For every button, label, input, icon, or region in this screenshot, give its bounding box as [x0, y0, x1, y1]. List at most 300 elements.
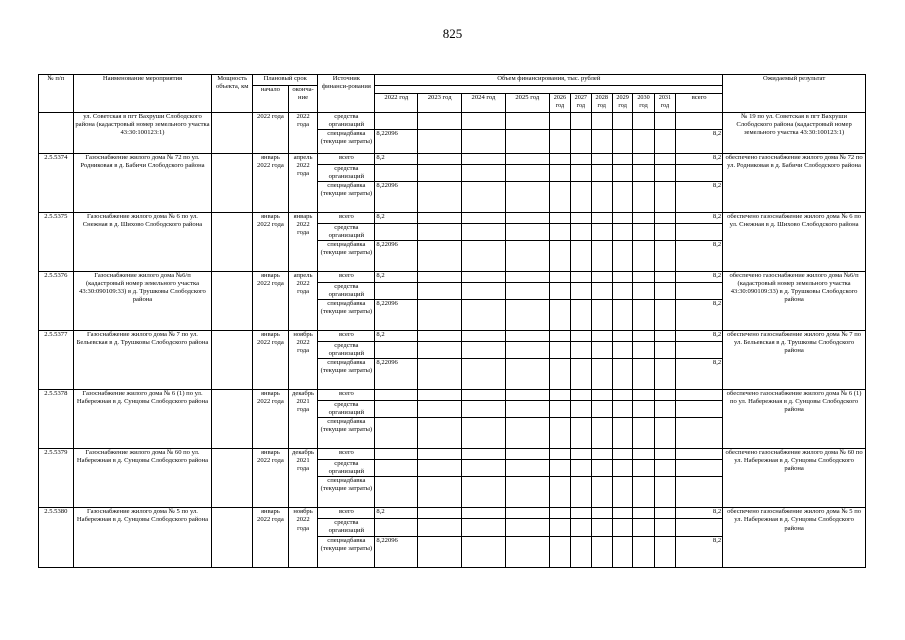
value-cell [418, 154, 462, 165]
value-cell [654, 130, 675, 154]
value-cell [571, 300, 591, 331]
value-cell [549, 508, 570, 519]
value-cell [549, 477, 570, 508]
value-cell [418, 460, 462, 477]
value-cell [505, 331, 549, 342]
entry-start: январь 2022 года [253, 272, 289, 331]
source-label: спецнадбавка (текущие затраты) [318, 182, 375, 213]
value-total: 8,2 [676, 508, 723, 519]
value-cell [654, 359, 675, 390]
header-plan-period: Плановый срок [253, 75, 318, 86]
header-name: Наименование мероприятия [73, 75, 212, 113]
value-cell [654, 182, 675, 213]
entry-name: Газоснабжение жилого дома № 7 по ул. Бельевская в д. Трушковы Слободского района [73, 331, 212, 390]
value-total: 8,2 [676, 300, 723, 331]
header-year: 2023 год [418, 94, 462, 113]
value-2022 [375, 390, 418, 401]
value-total: 8,2 [676, 536, 723, 567]
value-cell [654, 272, 675, 283]
value-cell [654, 401, 675, 418]
value-cell [418, 477, 462, 508]
value-2022: 8,22096 [375, 536, 418, 567]
value-cell [505, 477, 549, 508]
value-cell [612, 331, 632, 342]
source-label: средства организаций [318, 460, 375, 477]
value-cell [418, 113, 462, 130]
value-cell [418, 508, 462, 519]
value-2022: 8,22096 [375, 359, 418, 390]
value-cell [462, 449, 506, 460]
value-cell [591, 154, 612, 165]
header-end: оконча-ние [288, 86, 318, 113]
value-total [676, 401, 723, 418]
value-total [676, 519, 723, 536]
value-cell [633, 182, 654, 213]
value-total: 8,2 [676, 331, 723, 342]
value-cell [654, 283, 675, 300]
entry-end: декабрь 2021 года [288, 449, 318, 508]
value-cell [633, 300, 654, 331]
value-cell [654, 154, 675, 165]
value-cell [591, 536, 612, 567]
entry-start: январь 2022 года [253, 331, 289, 390]
value-cell [462, 359, 506, 390]
source-label: средства организаций [318, 342, 375, 359]
value-cell [505, 401, 549, 418]
source-label: средства организаций [318, 283, 375, 300]
entry-end: январь 2022 года [288, 213, 318, 272]
entry-number: 2.5.5375 [39, 213, 74, 272]
value-2022 [375, 283, 418, 300]
source-label: всего [318, 272, 375, 283]
value-cell [633, 477, 654, 508]
entry-capacity [212, 113, 253, 154]
value-cell [612, 342, 632, 359]
value-cell [633, 390, 654, 401]
value-cell [612, 154, 632, 165]
value-cell [612, 272, 632, 283]
value-cell [505, 224, 549, 241]
value-cell [591, 130, 612, 154]
value-2022: 8,22096 [375, 300, 418, 331]
value-cell [633, 283, 654, 300]
source-label: всего [318, 331, 375, 342]
value-cell [612, 390, 632, 401]
value-cell [571, 130, 591, 154]
value-cell [462, 519, 506, 536]
value-cell [591, 449, 612, 460]
entry-capacity [212, 390, 253, 449]
entry-number: 2.5.5377 [39, 331, 74, 390]
value-cell [654, 213, 675, 224]
value-cell [505, 213, 549, 224]
source-label: средства организаций [318, 401, 375, 418]
value-cell [549, 113, 570, 130]
value-2022: 8,2 [375, 331, 418, 342]
value-cell [591, 113, 612, 130]
value-2022: 8,2 [375, 272, 418, 283]
value-cell [418, 331, 462, 342]
value-cell [612, 130, 632, 154]
value-cell [654, 460, 675, 477]
entry-name: Газоснабжение жилого дома № 60 по ул. Набережная в д. Сунцовы Слободского района [73, 449, 212, 508]
value-total [676, 165, 723, 182]
entry-number [39, 113, 74, 154]
value-cell [571, 449, 591, 460]
value-cell [591, 213, 612, 224]
value-cell [549, 300, 570, 331]
value-cell [633, 519, 654, 536]
source-label: всего [318, 449, 375, 460]
value-cell [633, 213, 654, 224]
header-num: № п/п [39, 75, 74, 113]
value-cell [612, 401, 632, 418]
entry-number: 2.5.5376 [39, 272, 74, 331]
value-cell [654, 241, 675, 272]
page-number: 825 [442, 26, 463, 41]
value-cell [418, 165, 462, 182]
value-2022 [375, 460, 418, 477]
value-cell [633, 401, 654, 418]
value-cell [549, 130, 570, 154]
value-cell [549, 283, 570, 300]
value-cell [612, 418, 632, 449]
value-cell [462, 272, 506, 283]
value-cell [505, 418, 549, 449]
value-cell [591, 224, 612, 241]
value-cell [612, 113, 632, 130]
source-label: всего [318, 508, 375, 519]
value-cell [612, 449, 632, 460]
entry-name: Газоснабжение жилого дома №6/п (кадастровый номер земельного участка 43:30:090109:33) в д. Трушковы Слободского района [73, 272, 212, 331]
value-cell [571, 165, 591, 182]
entry-result: обеспечено газоснабжение жилого дома № 60 по ул. Набережная в д. Сунцовы Слободского района [723, 449, 866, 508]
value-cell [654, 508, 675, 519]
entry-start: январь 2022 года [253, 508, 289, 567]
entry-end: апрель 2022 года [288, 154, 318, 213]
value-2022: 8,22096 [375, 130, 418, 154]
source-label: всего [318, 154, 375, 165]
value-cell [505, 449, 549, 460]
value-2022: 8,2 [375, 213, 418, 224]
header-year: 2026 год [549, 94, 570, 113]
entry-start: январь 2022 года [253, 213, 289, 272]
table-header [39, 75, 866, 113]
value-total: 8,2 [676, 130, 723, 154]
entry-number: 2.5.5379 [39, 449, 74, 508]
value-cell [571, 213, 591, 224]
value-cell [571, 224, 591, 241]
value-cell [591, 182, 612, 213]
table-row [39, 331, 866, 342]
table-row [39, 272, 866, 283]
value-cell [418, 401, 462, 418]
source-label: средства организаций [318, 113, 375, 130]
value-cell [549, 241, 570, 272]
table-row [39, 154, 866, 165]
header-year: 2027 год [571, 94, 591, 113]
header-year: 2030 год [633, 94, 654, 113]
entry-name: Газоснабжение жилого дома № 6 по ул. Снежная в д. Шихово Слободского района [73, 213, 212, 272]
value-cell [418, 418, 462, 449]
value-cell [633, 418, 654, 449]
value-cell [549, 331, 570, 342]
header-start: начало [253, 86, 289, 113]
value-cell [462, 460, 506, 477]
value-total [676, 477, 723, 508]
value-cell [505, 508, 549, 519]
value-cell [462, 130, 506, 154]
value-cell [571, 460, 591, 477]
entry-capacity [212, 272, 253, 331]
value-cell [612, 460, 632, 477]
value-cell [654, 300, 675, 331]
entry-end: апрель 2022 года [288, 272, 318, 331]
value-cell [654, 113, 675, 130]
value-cell [612, 477, 632, 508]
header-year: 2024 год [462, 94, 506, 113]
value-cell [654, 390, 675, 401]
value-cell [612, 536, 632, 567]
value-2022 [375, 113, 418, 130]
entry-result: обеспечено газоснабжение жилого дома № 6 по ул. Снежная в д. Шихово Слободского района [723, 213, 866, 272]
entry-name: Газоснабжение жилого дома № 5 по ул. Набережная в д. Сунцовы Слободского района [73, 508, 212, 567]
value-cell [505, 359, 549, 390]
value-cell [612, 283, 632, 300]
header-year: 2025 год [505, 94, 549, 113]
value-cell [591, 241, 612, 272]
value-total: 8,2 [676, 272, 723, 283]
entry-number: 2.5.5380 [39, 508, 74, 567]
value-cell [571, 241, 591, 272]
table-row [39, 390, 866, 401]
value-cell [549, 460, 570, 477]
value-total [676, 283, 723, 300]
value-cell [549, 390, 570, 401]
entry-name: Газоснабжение жилого дома № 72 по ул. Родниковая в д. Бабичи Слободского района [73, 154, 212, 213]
value-cell [462, 113, 506, 130]
value-cell [462, 182, 506, 213]
value-cell [633, 241, 654, 272]
entry-end: 2022 года [288, 113, 318, 154]
header-year: 2022 год [375, 94, 418, 113]
value-cell [505, 342, 549, 359]
value-cell [505, 519, 549, 536]
value-cell [571, 519, 591, 536]
value-cell [462, 508, 506, 519]
value-2022: 8,22096 [375, 241, 418, 272]
value-cell [549, 359, 570, 390]
value-cell [505, 154, 549, 165]
value-cell [654, 519, 675, 536]
value-cell [462, 418, 506, 449]
value-cell [505, 113, 549, 130]
value-total [676, 449, 723, 460]
value-cell [462, 283, 506, 300]
value-cell [549, 449, 570, 460]
value-cell [633, 359, 654, 390]
value-2022 [375, 342, 418, 359]
value-cell [549, 224, 570, 241]
value-total [676, 224, 723, 241]
value-cell [462, 536, 506, 567]
value-cell [571, 418, 591, 449]
source-label: всего [318, 390, 375, 401]
value-cell [654, 165, 675, 182]
entry-start: январь 2022 года [253, 449, 289, 508]
value-cell [418, 241, 462, 272]
value-cell [612, 224, 632, 241]
value-cell [591, 401, 612, 418]
value-cell [591, 300, 612, 331]
value-total: 8,2 [676, 241, 723, 272]
value-2022: 8,2 [375, 154, 418, 165]
value-2022 [375, 165, 418, 182]
value-cell [549, 401, 570, 418]
value-2022 [375, 519, 418, 536]
value-cell [654, 224, 675, 241]
entry-end: ноябрь 2022 года [288, 331, 318, 390]
financing-table [38, 74, 866, 568]
value-cell [591, 477, 612, 508]
value-cell [633, 508, 654, 519]
source-label: спецнадбавка (текущие затраты) [318, 241, 375, 272]
entry-capacity [212, 508, 253, 567]
entry-result: обеспечено газоснабжение жилого дома №6/п (кадастровый номер земельного участка 43:30:090109:33) в д. Трушковы Слободского района [723, 272, 866, 331]
header-volume-spacer [375, 86, 723, 94]
value-cell [571, 283, 591, 300]
value-cell [633, 154, 654, 165]
value-cell [633, 460, 654, 477]
value-cell [418, 449, 462, 460]
value-cell [549, 272, 570, 283]
value-cell [633, 331, 654, 342]
value-cell [571, 272, 591, 283]
value-cell [462, 224, 506, 241]
header-capacity: Мощность объекта, км [212, 75, 253, 113]
value-2022 [375, 224, 418, 241]
value-cell [418, 272, 462, 283]
value-cell [612, 241, 632, 272]
value-cell [654, 418, 675, 449]
value-cell [612, 300, 632, 331]
entry-start: 2022 года [253, 113, 289, 154]
value-cell [571, 113, 591, 130]
value-cell [505, 300, 549, 331]
value-cell [418, 182, 462, 213]
value-cell [462, 477, 506, 508]
value-cell [654, 477, 675, 508]
source-label: спецнадбавка (текущие затраты) [318, 359, 375, 390]
entry-result: обеспечено газоснабжение жилого дома № 7 по ул. Бельевская в д. Трушковы Слободского района [723, 331, 866, 390]
value-cell [505, 283, 549, 300]
value-cell [549, 182, 570, 213]
header-year: 2028 год [591, 94, 612, 113]
value-cell [591, 508, 612, 519]
entry-capacity [212, 449, 253, 508]
source-label: спецнадбавка (текущие затраты) [318, 477, 375, 508]
value-cell [418, 213, 462, 224]
value-cell [591, 283, 612, 300]
table-body [39, 113, 866, 568]
value-cell [462, 165, 506, 182]
entry-number: 2.5.5378 [39, 390, 74, 449]
value-cell [418, 130, 462, 154]
value-cell [505, 390, 549, 401]
value-cell [633, 130, 654, 154]
source-label: спецнадбавка (текущие затраты) [318, 300, 375, 331]
entry-end: декабрь 2021 года [288, 390, 318, 449]
value-2022: 8,22096 [375, 182, 418, 213]
value-cell [633, 449, 654, 460]
value-cell [612, 182, 632, 213]
value-cell [418, 224, 462, 241]
value-cell [612, 213, 632, 224]
value-cell [418, 283, 462, 300]
value-cell [612, 359, 632, 390]
value-cell [591, 272, 612, 283]
entry-number: 2.5.5374 [39, 154, 74, 213]
value-cell [654, 342, 675, 359]
header-total: всего [676, 94, 723, 113]
value-cell [591, 165, 612, 182]
value-total: 8,2 [676, 182, 723, 213]
value-cell [505, 130, 549, 154]
entry-result: обеспечено газоснабжение жилого дома № 6 (1) по ул. Набережная в д. Сунцовы Слободского района [723, 390, 866, 449]
value-2022 [375, 449, 418, 460]
source-label: спецнадбавка (текущие затраты) [318, 418, 375, 449]
value-cell [571, 342, 591, 359]
header-volume: Объем финансирования, тыс. рублей [375, 75, 723, 86]
value-cell [418, 519, 462, 536]
value-cell [633, 224, 654, 241]
source-label: спецнадбавка (текущие затраты) [318, 536, 375, 567]
header-result: Ожидаемый результат [723, 75, 866, 113]
entry-capacity [212, 154, 253, 213]
value-cell [591, 390, 612, 401]
value-cell [462, 331, 506, 342]
value-cell [654, 449, 675, 460]
value-cell [633, 342, 654, 359]
value-cell [418, 342, 462, 359]
value-2022: 8,2 [375, 508, 418, 519]
entry-result: обеспечено газоснабжение жилого дома № 72 по ул. Родниковая в д. Бабичи Слободского района [723, 154, 866, 213]
value-total [676, 460, 723, 477]
value-cell [549, 342, 570, 359]
value-cell [612, 519, 632, 536]
value-cell [591, 418, 612, 449]
value-cell [571, 359, 591, 390]
value-total [676, 418, 723, 449]
value-cell [633, 113, 654, 130]
value-cell [418, 390, 462, 401]
value-cell [505, 460, 549, 477]
entry-name: ул. Советская в пгт Вахруши Слободского района (кадастровый номер земельного участка 43:30:100123:1) [73, 113, 212, 154]
value-cell [505, 272, 549, 283]
value-total: 8,2 [676, 154, 723, 165]
value-cell [505, 241, 549, 272]
entry-start: январь 2022 года [253, 154, 289, 213]
value-2022 [375, 477, 418, 508]
value-cell [571, 390, 591, 401]
value-cell [571, 331, 591, 342]
entry-name: Газоснабжение жилого дома № 6 (1) по ул. Набережная в д. Сунцовы Слободского района [73, 390, 212, 449]
value-2022 [375, 418, 418, 449]
source-label: средства организаций [318, 165, 375, 182]
value-cell [418, 536, 462, 567]
value-total [676, 342, 723, 359]
entry-capacity [212, 213, 253, 272]
